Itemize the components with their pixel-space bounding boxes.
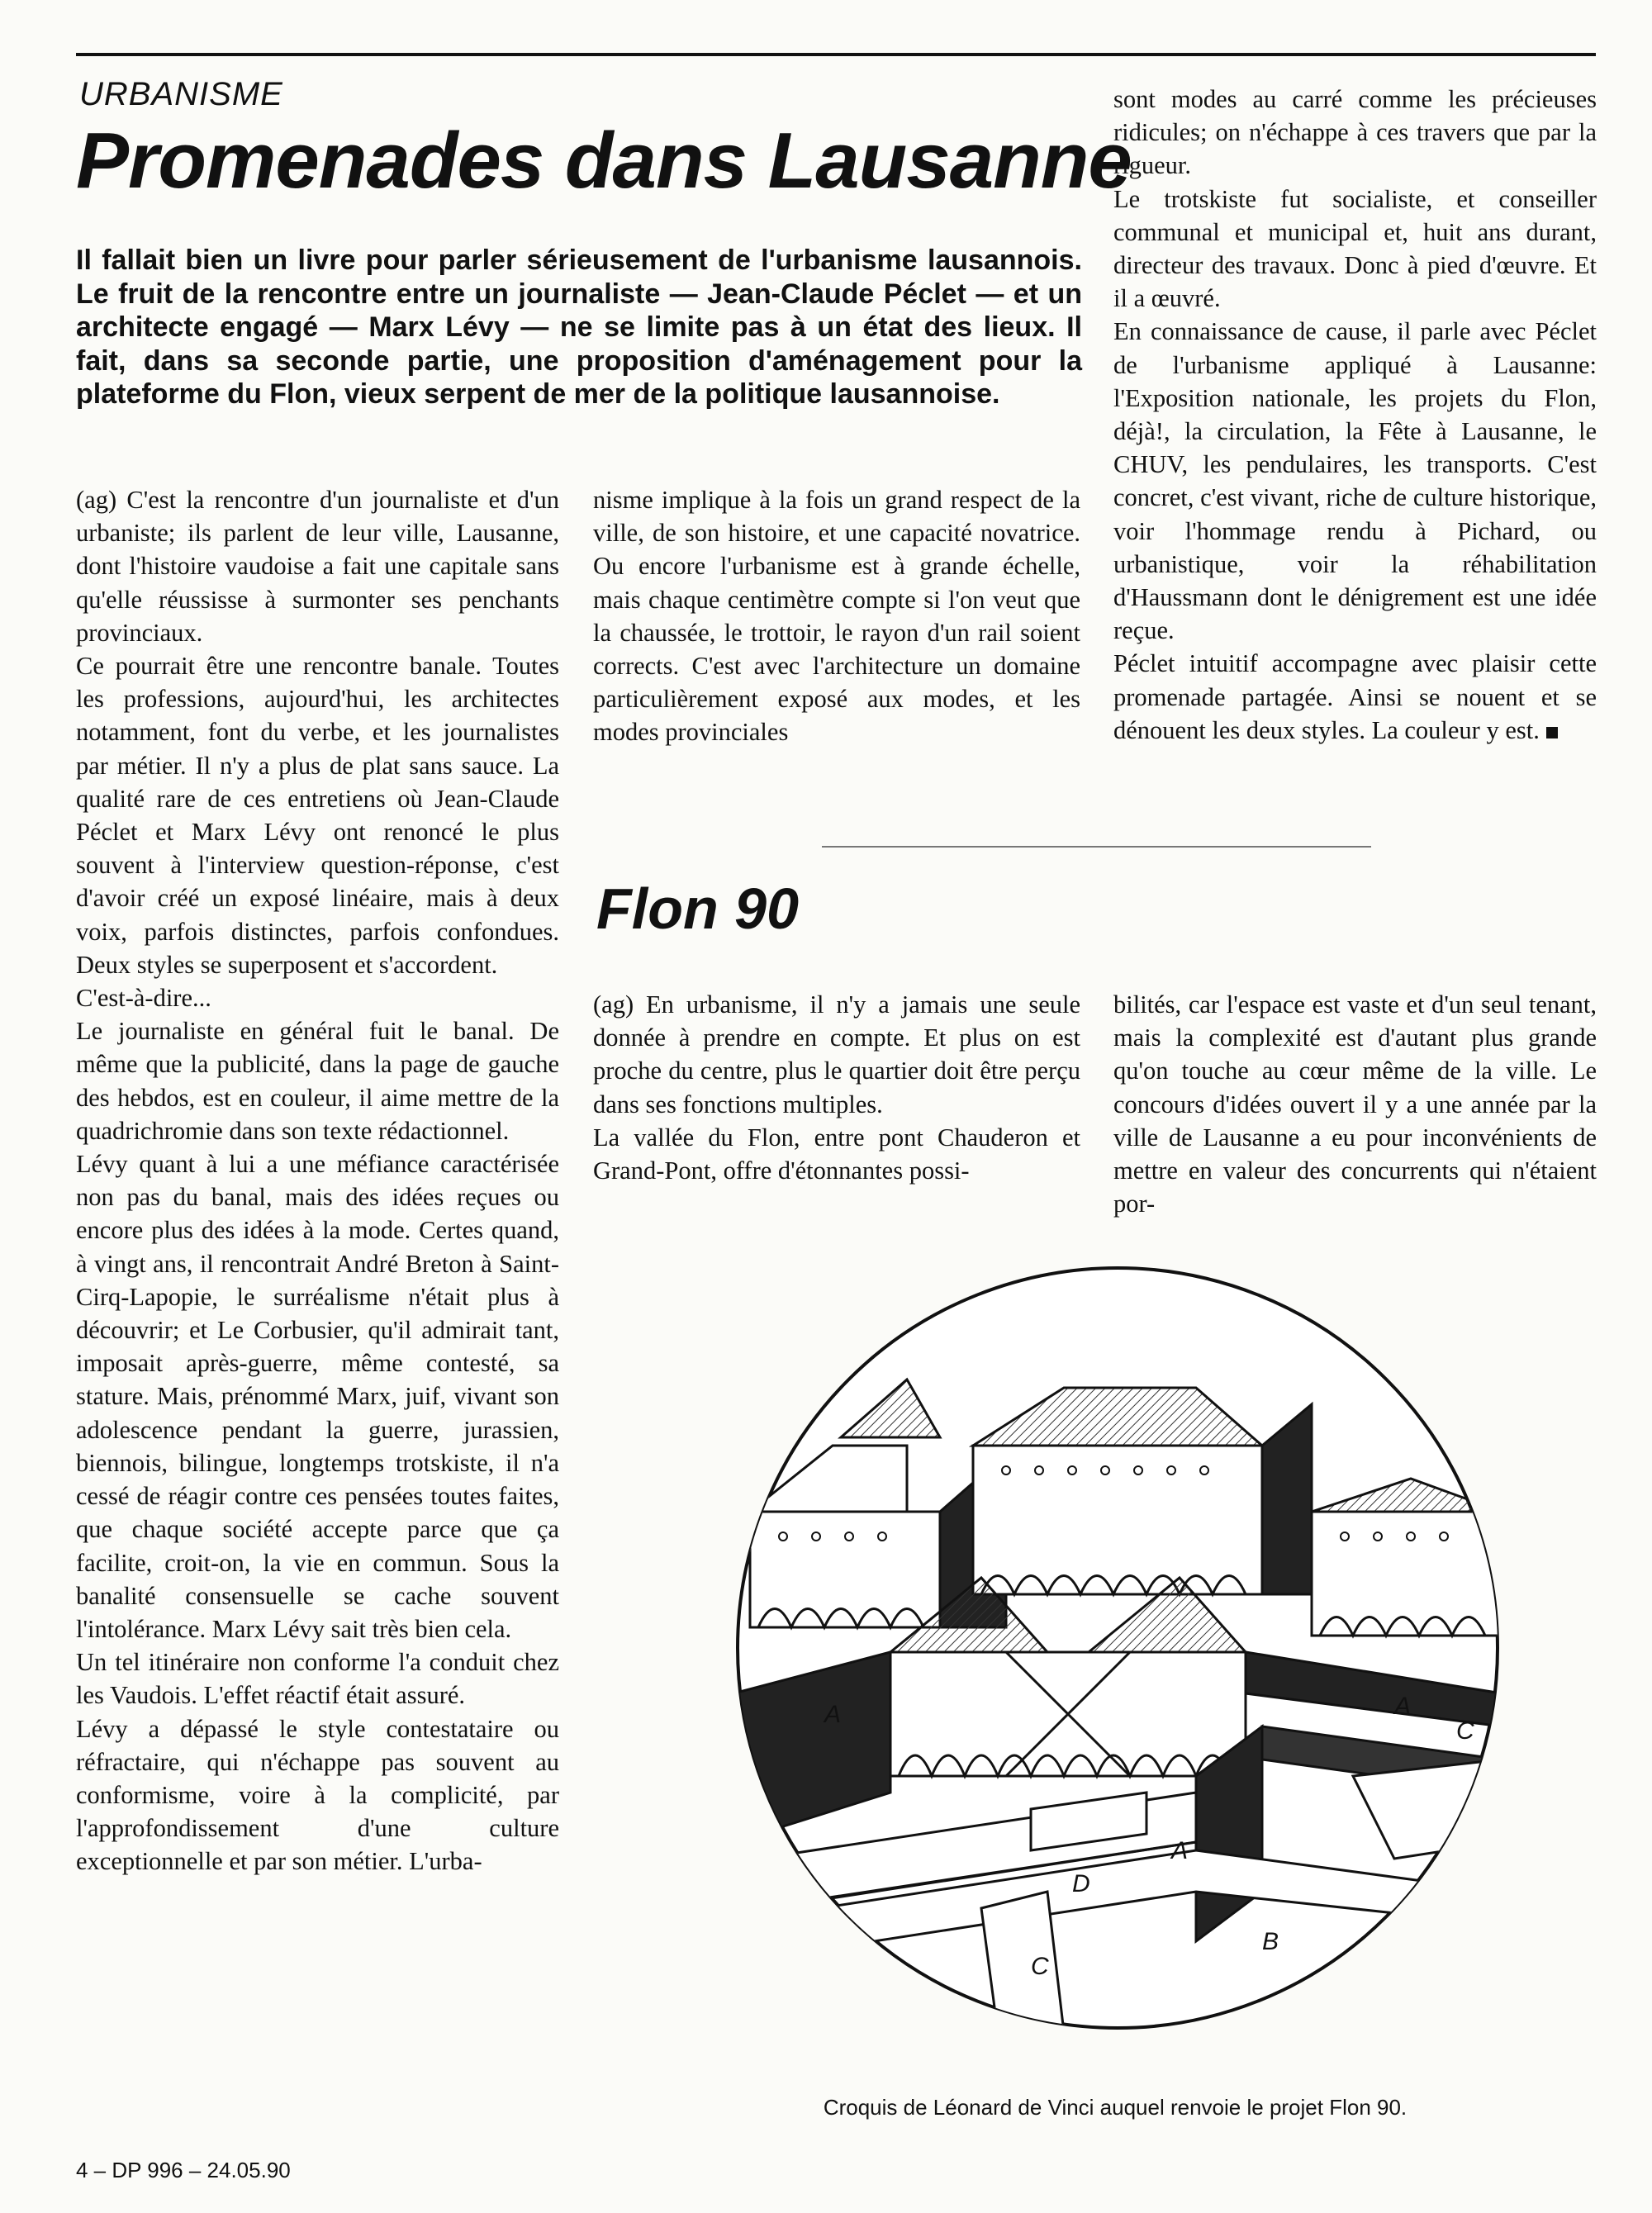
figure-caption: Croquis de Léonard de Vinci auquel renvoie le projet Flon 90. (823, 2095, 1408, 2120)
leonardo-sketch-illustration (733, 1264, 1502, 2032)
article-column-2 (593, 483, 1080, 749)
figure-label-a: A (1171, 1837, 1189, 1864)
paragraph: Le journaliste en général fuit le banal. De même que la publicité, dans la page de gauche des hebdos, est en couleur, il aime mettre de la quadrichromie dans son texte rédactionnel. (76, 1017, 559, 1145)
paragraph: C'est-à-dire... (76, 984, 211, 1013)
paragraph: Lévy quant à lui a une méfiance caractérisée non pas du banal, mais des idées reçues ou encore plus des idées à la mode. Certes quand, à vingt ans, il rencontrait André Breton à Saint-Cirq-Lapopie, le surréalisme n'était plus à découvrir; et Le Corbusier, qu'il admirait tant, imposait après-guerre, même contesté, sa stature. Mais, prénommé Marx, juif, vivant son adolescence pendant la guerre, jurassien, biennois, bilingue, longtemps trotskiste, il n'a cessé de réagir contre ces pensées toutes faites, que chaque société accepte parce que ça facilite, croit-on, la vie en commun. Sous la banalité consensuelle se cache souvent l'intolérance. Marx Lévy sait très bien cela. (76, 1150, 559, 1643)
figure-label-c: C (1031, 1953, 1049, 1980)
section-kicker: URBANISME (79, 76, 283, 112)
paragraph: Un tel itinéraire non conforme l'a conduit chez les Vaudois. L'effet réactif était assuré. (76, 1648, 559, 1710)
paragraph: Le trotskiste fut socialiste, et conseiller communal et municipal et, huit ans durant, directeur des travaux. Donc à pied d'œuvre. Et il a œuvré. (1113, 184, 1597, 313)
figure-label-a: A (824, 1701, 842, 1728)
paragraph: (ag) En urbanisme, il n'y a jamais une seule donnée à prendre en compte. Et plus on est proche du centre, plus le quartier doit être perçu dans ses fonctions multiples. (593, 990, 1080, 1118)
paragraph-with-endmark (1113, 647, 1597, 747)
paragraph: En connaissance de cause, il parle avec Péclet de l'urbanisme appliqué à Lausanne: l'Exposition nationale, les projets du Flon, déjà!, la circulation, la Fête à Lausanne, le CHUV, les pendulaires, les transports. C'est concret, c'est vivant, riche de culture historique, voir l'hommage rendu à Pichard, ou urbanistique, voir la réhabilitation d'Haussmann dont le dénigrement est une idée reçue. (1113, 317, 1597, 645)
sidebar-separator (822, 846, 1371, 848)
paragraph: Lévy a dépassé le style contestataire ou réfractaire, qui n'échappe pas souvent au conformisme, voire à la complicité, par l'approfondissement d'une culture exceptionnelle et par son métier. L'urba- (76, 1714, 559, 1876)
figure-label-d: D (1072, 1870, 1090, 1897)
paragraph: Ce pourrait être une rencontre banale. Toutes les professions, aujourd'hui, les architectes notamment, font du verbe, et les journalistes par métier. Il n'y a plus de plat sans sauce. La qualité rare de ces entretiens où Jean-Claude Péclet et Marx Lévy ont renoncé le plus souvent à l'interview question-réponse, c'est d'avoir créé un exposé linéaire, mais à deux voix, parfois distinctes, parfois confondues. Deux styles se superposent et s'accordent. (76, 652, 559, 979)
article-lead: Il fallait bien un livre pour parler sérieusement de l'urbanisme lausannois. Le fruit de la rencontre entre un journaliste — Jean-Claude Péclet — et un architecte engagé — Marx Lévy — ne se limite pas à un état des lieux. Il fait, dans sa seconde partie, une proposition d'aménagement pour la plateforme du Flon, vieux serpent de mer de la politique lausannoise. (76, 245, 1082, 410)
paragraph: La vallée du Flon, entre pont Chauderon et Grand-Pont, offre d'étonnantes possi- (593, 1123, 1080, 1185)
sidebar-column-2 (1113, 988, 1597, 1220)
paragraph: sont modes au carré comme les précieuses ridicules; on n'échappe à ces travers que par la rigueur. (1113, 85, 1597, 180)
sidebar-title: Flon 90 (596, 876, 800, 941)
figure-label-b: B (1262, 1928, 1279, 1955)
top-rule (76, 53, 1596, 56)
sidebar-column-1 (593, 988, 1080, 1187)
figure-label-c: C (1456, 1717, 1474, 1745)
page-footer: 4 – DP 996 – 24.05.90 (76, 2158, 291, 2182)
end-of-article-mark (1546, 727, 1558, 738)
article-column-3 (1113, 83, 1597, 747)
article-headline: Promenades dans Lausanne (76, 116, 1132, 205)
paragraph-text: Péclet intuitif accompagne avec plaisir cette promenade partagée. Ainsi se nouent et se dénouent les deux styles. La couleur y est. (1113, 649, 1597, 744)
figure-label-a: A (1394, 1693, 1412, 1720)
paragraph: (ag) C'est la rencontre d'un journaliste et d'un urbaniste; ils parlent de leur ville, Lausanne, dont l'histoire vaudoise a fait une capitale sans qu'elle réussisse à surmonter ses penchants provinciaux. (76, 486, 559, 647)
paragraph: nisme implique à la fois un grand respect de la ville, de son histoire, et une capacité novatrice. Ou encore l'urbanisme est à grande échelle, mais chaque centimètre compte si l'on veut que la chaussée, le trottoir, le rayon d'un rail soient corrects. C'est avec l'architecture un domaine particulièrement exposé aux modes, et les modes provinciales (593, 486, 1080, 747)
paragraph: bilités, car l'espace est vaste et d'un seul tenant, mais la complexité est d'autant plus grande qu'on touche au cœur même de la ville. Le concours d'idées ouvert il y a une année par la ville de Lausanne a eu pour inconvénients de mettre en valeur des concurrents qui n'étaient por- (1113, 990, 1597, 1218)
article-column-1 (76, 483, 559, 1878)
